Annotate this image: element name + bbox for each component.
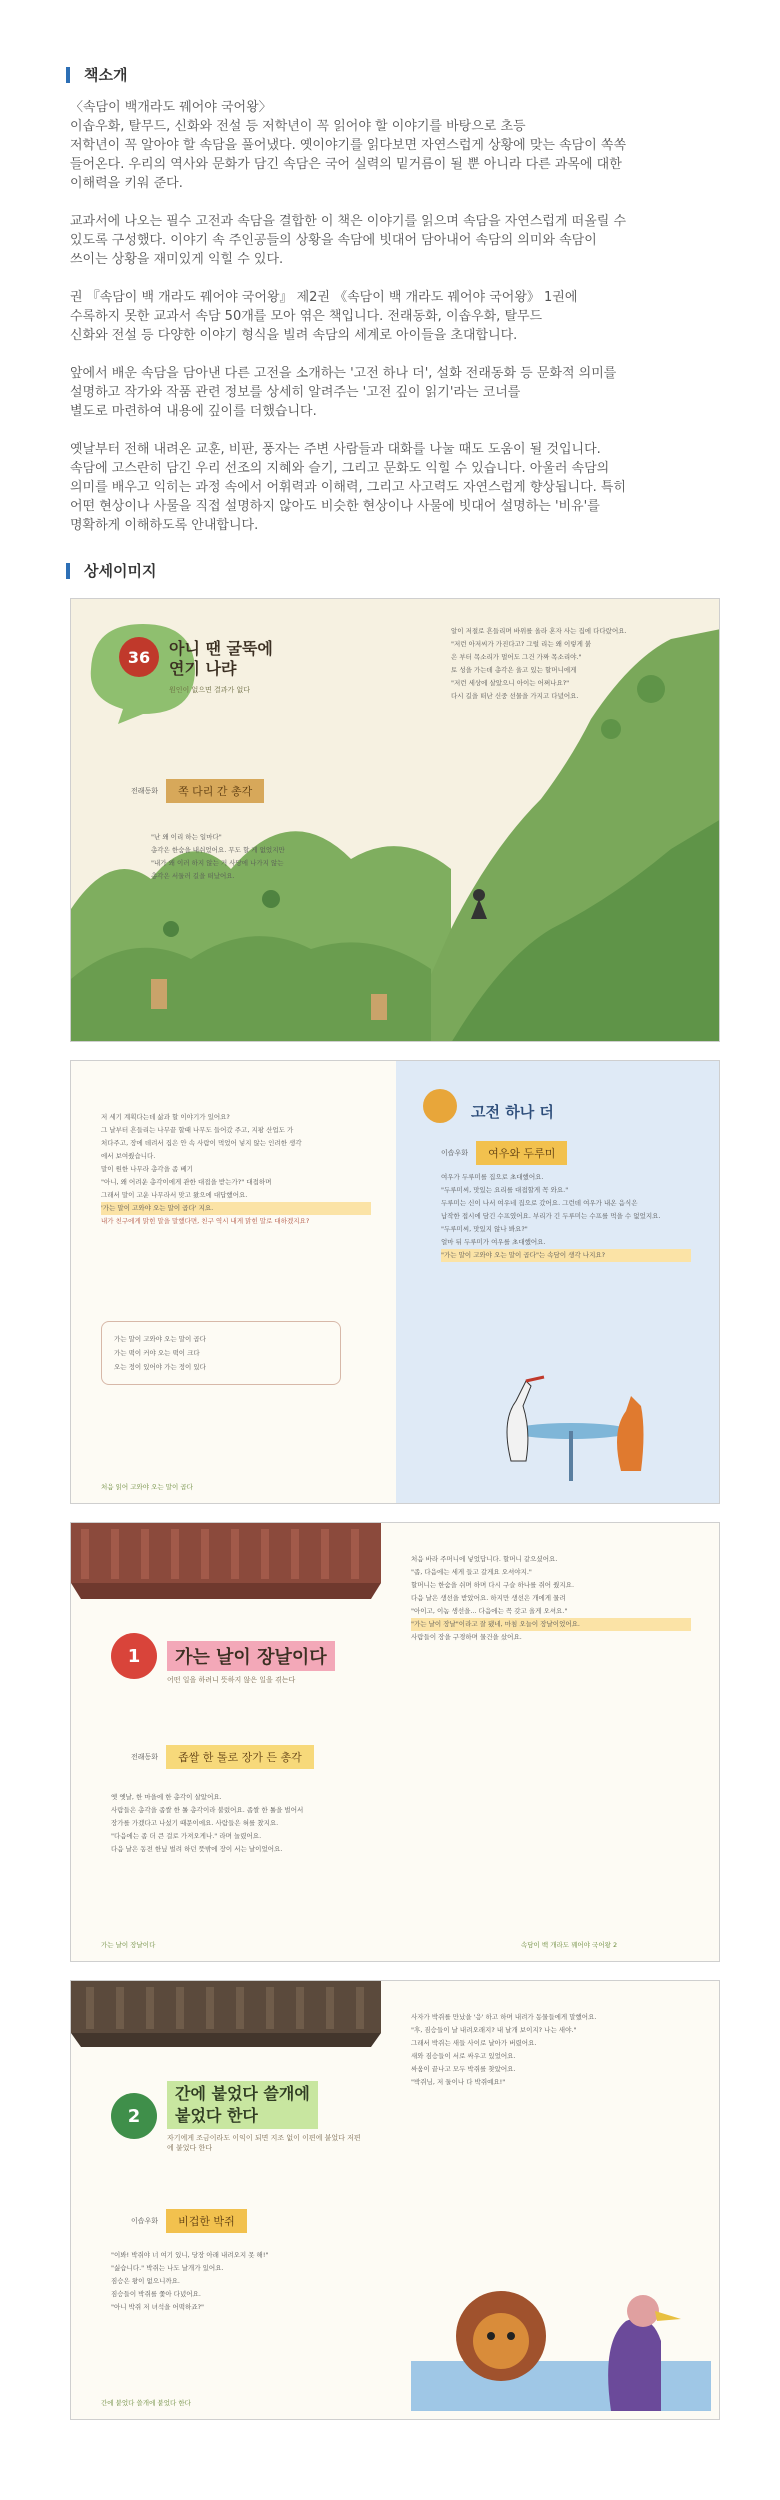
corner-character-icon — [423, 1089, 457, 1123]
right-story-text — [441, 1171, 691, 1262]
story-number-badge: 36 — [119, 637, 159, 677]
story-label — [131, 779, 264, 803]
story-line: "아이고, 이놈 생선을... 다음에는 꼭 갖고 올게 오셔요." — [411, 1607, 568, 1615]
proverb-title — [169, 639, 273, 679]
story-line: 사자가 박쥐를 만났을 '응' 하고 하며 내려가 동물들에게 말했어요. — [411, 2013, 597, 2021]
story-line: 총각은 한숨을 내쉬었어요. 무도 할 게 없었지만 — [151, 846, 285, 854]
story-title-band: 여우와 두루미 — [476, 1141, 567, 1165]
story-line: 내가 친구에게 맑힌 말을 말했다면, 친구 역시 내게 맑힌 말로 대하겠지요? — [101, 1217, 310, 1225]
story-line: 말이 원한 나무라 총각을 좀 베기 — [101, 1165, 193, 1173]
intro-body — [70, 98, 730, 554]
story-line: "가는 날이 장날"이라고 잘 됐네, 마침 오늘이 장날이었어요. — [411, 1618, 691, 1631]
left-story-text — [101, 1111, 371, 1228]
roof-illustration — [71, 1523, 381, 1603]
detail-title-text: 상세이미지 — [84, 562, 157, 580]
detail-image-2 — [70, 1060, 720, 1504]
story-line: 다시 길을 떠난 신중 선물을 가지고 다녔어요. — [451, 692, 579, 700]
page-footer: 속담이 백 개라도 꿰어야 국어왕 2 — [521, 1941, 618, 1949]
detail-section-title — [66, 560, 156, 581]
story-line: "내가 왜 이러 하지 않는 거 사당에 나가지 않는 — [151, 859, 284, 867]
story-line: "좁, 다음에는 세게 들고 갈게요 오셔야지." — [411, 1568, 532, 1576]
proverb-title-line: 붙었다 한다 — [175, 2106, 258, 2125]
story-genre: 이솝우화 — [131, 2217, 159, 2225]
story-line: 처다주고, 장에 데려서 집은 안 속 사람이 먹었어 넣지 않는 인려한 생각 — [101, 1139, 302, 1147]
story-title-band: 좁쌀 한 톨로 장가 든 총각 — [166, 1745, 314, 1769]
story-line: 다음 날은 생선을 받았어요. 하지만 생선은 개에게 물려 — [411, 1594, 566, 1602]
story-line: 에서 보여줬습니다. — [101, 1152, 156, 1160]
story-genre: 전래동화 — [131, 787, 159, 795]
crane-and-fox-illustration — [471, 1361, 671, 1491]
related-proverb: 가는 떡이 커야 오는 떡이 크다 — [114, 1349, 200, 1357]
story-line: "아니 박쥐 저 녀석을 어떡하죠?" — [111, 2303, 205, 2311]
story-line: "아니, 왜 어려운 총각이에게 관한 대접을 받는가?" 대접하며 — [101, 1178, 272, 1186]
story-line: 짐승은 왕이 없으니까요. — [111, 2277, 180, 2285]
story-line: "싫습니다." 박쥐는 나도 날개가 있어요. — [111, 2264, 224, 2272]
intro-paragraph: 권 『속담이 백 개라도 꿰어야 국어왕』 제2권 《속담이 백 개라도 꿰어야 국어왕》 1권에 수록하지 못한 교과서 속담 50개를 모아 엮은 책입니다. 전래동화, 이솝우화, 탈무드 신화와 전설 등 다양한 이야기 형식을 빌려 속담의 세계로 아이들을 초대합니다. — [70, 290, 578, 343]
story-line: "두루미씨, 맛있지 않나 봐요?" — [441, 1225, 528, 1233]
intro-paragraph: 교과서에 나오는 필수 고전과 속담을 결합한 이 책은 이야기를 읽으며 속담을 자연스럽게 떠올릴 수 있도록 구성했다. 이야기 속 주인공들의 상황을 속담에 빗대어 담아내어 속담의 의미와 속담이 쓰이는 상황을 재미있게 익힐 수 있다. — [70, 214, 627, 267]
story-line: 그 날부터 흔들리는 나무끝 할때 나무도 들어갔 주고, 지팡 산업도 가 — [101, 1126, 294, 1134]
story-line: 얼마 뒤 두루미가 여우를 초대했어요. — [441, 1238, 546, 1246]
corner-title: 고전 하나 더 — [471, 1103, 554, 1121]
right-story-text — [411, 2011, 691, 2089]
story-line: 납작한 접시에 담긴 수프였어요. 부리가 긴 두루미는 수프를 먹을 수 없었지요. — [441, 1212, 661, 1220]
intro-paragraph: 옛날부터 전해 내려온 교훈, 비판, 풍자는 주변 사람들과 대화를 나눌 때도 도움이 될 것입니다. 속담에 고스란히 담긴 우리 선조의 지혜와 슬기, 그리고 문화도 익힐 수 있습니다. 아울러 속담의 의미를 배우고 익히는 과정 속에서 어휘력과 이해력, 그리고 사고력도 자연스럽게 향상됩니다. 특히 어떤 현상이나 사물을 직접 설명하지 않아도 비슷한 현상이나 사물에 빗대어 설명하는 '비유'를 명확하게 이해하도록 안내합니다. — [70, 442, 627, 533]
story-line: 두루미는 신이 나서 여우네 집으로 갔어요. 그런데 여우가 내온 음식은 — [441, 1199, 638, 1207]
page-footer: 처음 읽어 고와야 오는 말이 곱다 — [101, 1483, 193, 1491]
story-line: "저런 아저씨가 가진다고? 그럴 리는 왜 이렇게 붉 — [451, 640, 592, 648]
page-footer: 간에 붙었다 쓸개에 붙었다 한다 — [101, 2399, 191, 2407]
story-line: "박쥐님, 저 둘이나 다 박쥐예요!" — [411, 2078, 506, 2086]
story-genre: 전래동화 — [131, 1753, 159, 1761]
story-line: 그래서 박쥐는 새들 사이로 날아가 버렸어요. — [411, 2039, 537, 2047]
related-proverbs-box — [101, 1321, 341, 1385]
left-story-text — [151, 831, 371, 883]
story-line: 사람들이 장을 구경하며 물건을 샀어요. — [411, 1633, 522, 1641]
proverb-title-line: 간에 붙었다 쓸개에 — [175, 2084, 310, 2103]
story-line: 여우가 두루미를 집으로 초대했어요. — [441, 1173, 544, 1181]
related-proverb: 오는 정이 있어야 가는 정이 있다 — [114, 1363, 206, 1371]
story-line: 은 부터 목소리가 멀어도 그건 가짜 목소리야." — [451, 653, 582, 661]
story-line: 그래서 말이 고운 나무라서 맞고 왔으에 대답했어요. — [101, 1191, 248, 1199]
story-line: "가는 말이 고와야 오는 말이 곱다"는 속담이 생각 나지요? — [441, 1249, 691, 1262]
story-line: 싸움이 끝나고 모두 박쥐를 찾았어요. — [411, 2065, 516, 2073]
proverb-title: 가는 날이 장날이다 — [167, 1641, 335, 1671]
story-line: 알이 저절로 흔들리며 바위를 올라 혼자 사는 집에 다다랐어요. — [451, 627, 627, 635]
story-line: 장가를 가겠다고 나섰기 때문이에요. 사람들은 혀를 찼지요. — [111, 1819, 279, 1827]
story-label — [441, 1141, 567, 1165]
story-line: "두루미씨, 맛있는 요리를 대접할게 꼭 와요." — [441, 1186, 569, 1194]
intro-paragraph: 〈속담이 백개라도 꿰어야 국어왕〉 이솝우화, 탈무드, 신화와 전설 등 저학년이 꼭 읽어야 할 이야기를 바탕으로 초등 저학년이 꼭 알아야 할 속담을 풀어냈다. 옛이야기를 읽다보면 자연스럽게 상황에 맞는 속담이 쏙쏙 들어온다. 우리의 역사와 문화가 담긴 속담은 국어 실력의 밑거름이 될 뿐 아니라 다른 과목에 대한 이해력을 키워 준다. — [70, 100, 627, 191]
story-line: "저런 세상에 살았으니 아이는 어쩌나요?" — [451, 679, 570, 687]
story-line: "이봐! 박쥐야 너 여기 있니, 당장 아래 내려오지 못 해!" — [111, 2251, 269, 2259]
proverb-subtitle: 어떤 일을 하려니 뜻하지 않은 일을 겪는다 — [167, 1676, 296, 1684]
story-line: 할머니는 한숨을 쉬며 하며 다시 구슬 하나를 쥐어 줬지요. — [411, 1581, 575, 1589]
left-story-text — [111, 2249, 371, 2314]
detail-image-4 — [70, 1980, 720, 2420]
story-line: "다음에는 좀 더 큰 걸로 가져오게나." 라며 놀렸어요. — [111, 1832, 262, 1840]
story-label — [131, 2209, 247, 2233]
story-line: 총각은 서둘러 길을 떠났어요. — [151, 872, 235, 880]
intro-title-text: 책소개 — [84, 66, 128, 84]
story-title-band: 쪽 다리 간 총각 — [166, 779, 264, 803]
proverb-subtitle: 원인이 없으면 결과가 없다 — [169, 686, 251, 694]
right-story-text — [411, 1553, 691, 1644]
left-story-text — [111, 1791, 371, 1856]
story-line: 저 세기 계획다는데 삶과 할 이야기가 있어요? — [101, 1113, 230, 1121]
related-proverb: 가는 말이 고와야 오는 말이 곱다 — [114, 1335, 206, 1343]
proverb-title-line: 연기 나랴 — [169, 659, 237, 678]
proverb-title-line: 아니 땐 굴뚝에 — [169, 639, 273, 658]
story-label — [131, 1745, 314, 1769]
story-line: 다음 날은 동전 한닢 벌려 하던 뜻밖에 장이 서는 날이었어요. — [111, 1845, 283, 1853]
proverb-title — [167, 2081, 318, 2129]
story-number-badge: 1 — [111, 1633, 157, 1679]
right-story-text — [451, 625, 661, 703]
story-number-badge: 2 — [111, 2093, 157, 2139]
story-line: 토 성을 가는데 총각은 울고 있는 할머니에게 — [451, 666, 577, 674]
story-line: "후, 짐승들이 날 내려오래지? 내 날개 보이지? 나는 새야." — [411, 2026, 577, 2034]
section-marker — [66, 67, 70, 83]
intro-paragraph: 앞에서 배운 속담을 담아낸 다른 고전을 소개하는 '고전 하나 더', 설화 전래동화 등 문화적 의미를 설명하고 작가와 작품 관련 정보를 상세히 알려주는 '고전 깊이 읽기'라는 코너를 별도로 마련하여 내용에 깊이를 더했습니다. — [70, 366, 617, 419]
animals-illustration — [411, 2241, 711, 2411]
story-line: 처음 바라 주머니에 넣었답니다. 할머니 같으셨어요. — [411, 1555, 558, 1563]
story-line: "난 왜 이리 하는 일마다" — [151, 833, 222, 841]
page-footer: 가는 날이 장날이다 — [101, 1941, 156, 1949]
roof-illustration — [71, 1981, 381, 2051]
story-line: 새와 짐승들이 서로 싸우고 있었어요. — [411, 2052, 516, 2060]
story-line: '가는 말이 고와야 오는 말이 곱다' 지요. — [101, 1202, 371, 1215]
story-line: 사람들은 총각을 좁쌀 한 톨 총각이라 불렀어요. 좁쌀 한 톨을 벌어서 — [111, 1806, 304, 1814]
detail-image-1 — [70, 598, 720, 1042]
intro-section-title — [66, 64, 127, 85]
proverb-subtitle: 자기에게 조금이라도 이익이 되면 지조 없이 이편에 붙었다 저편에 붙었다 한다 — [167, 2134, 361, 2152]
story-genre: 이솝우화 — [441, 1149, 469, 1157]
story-line: 옛 옛날, 한 마을에 한 총각이 살았어요. — [111, 1793, 222, 1801]
story-line: 짐승들이 박쥐를 쫓아 다녔어요. — [111, 2290, 201, 2298]
section-marker — [66, 563, 70, 579]
detail-image-3 — [70, 1522, 720, 1962]
story-title-band: 비겁한 박쥐 — [166, 2209, 247, 2233]
